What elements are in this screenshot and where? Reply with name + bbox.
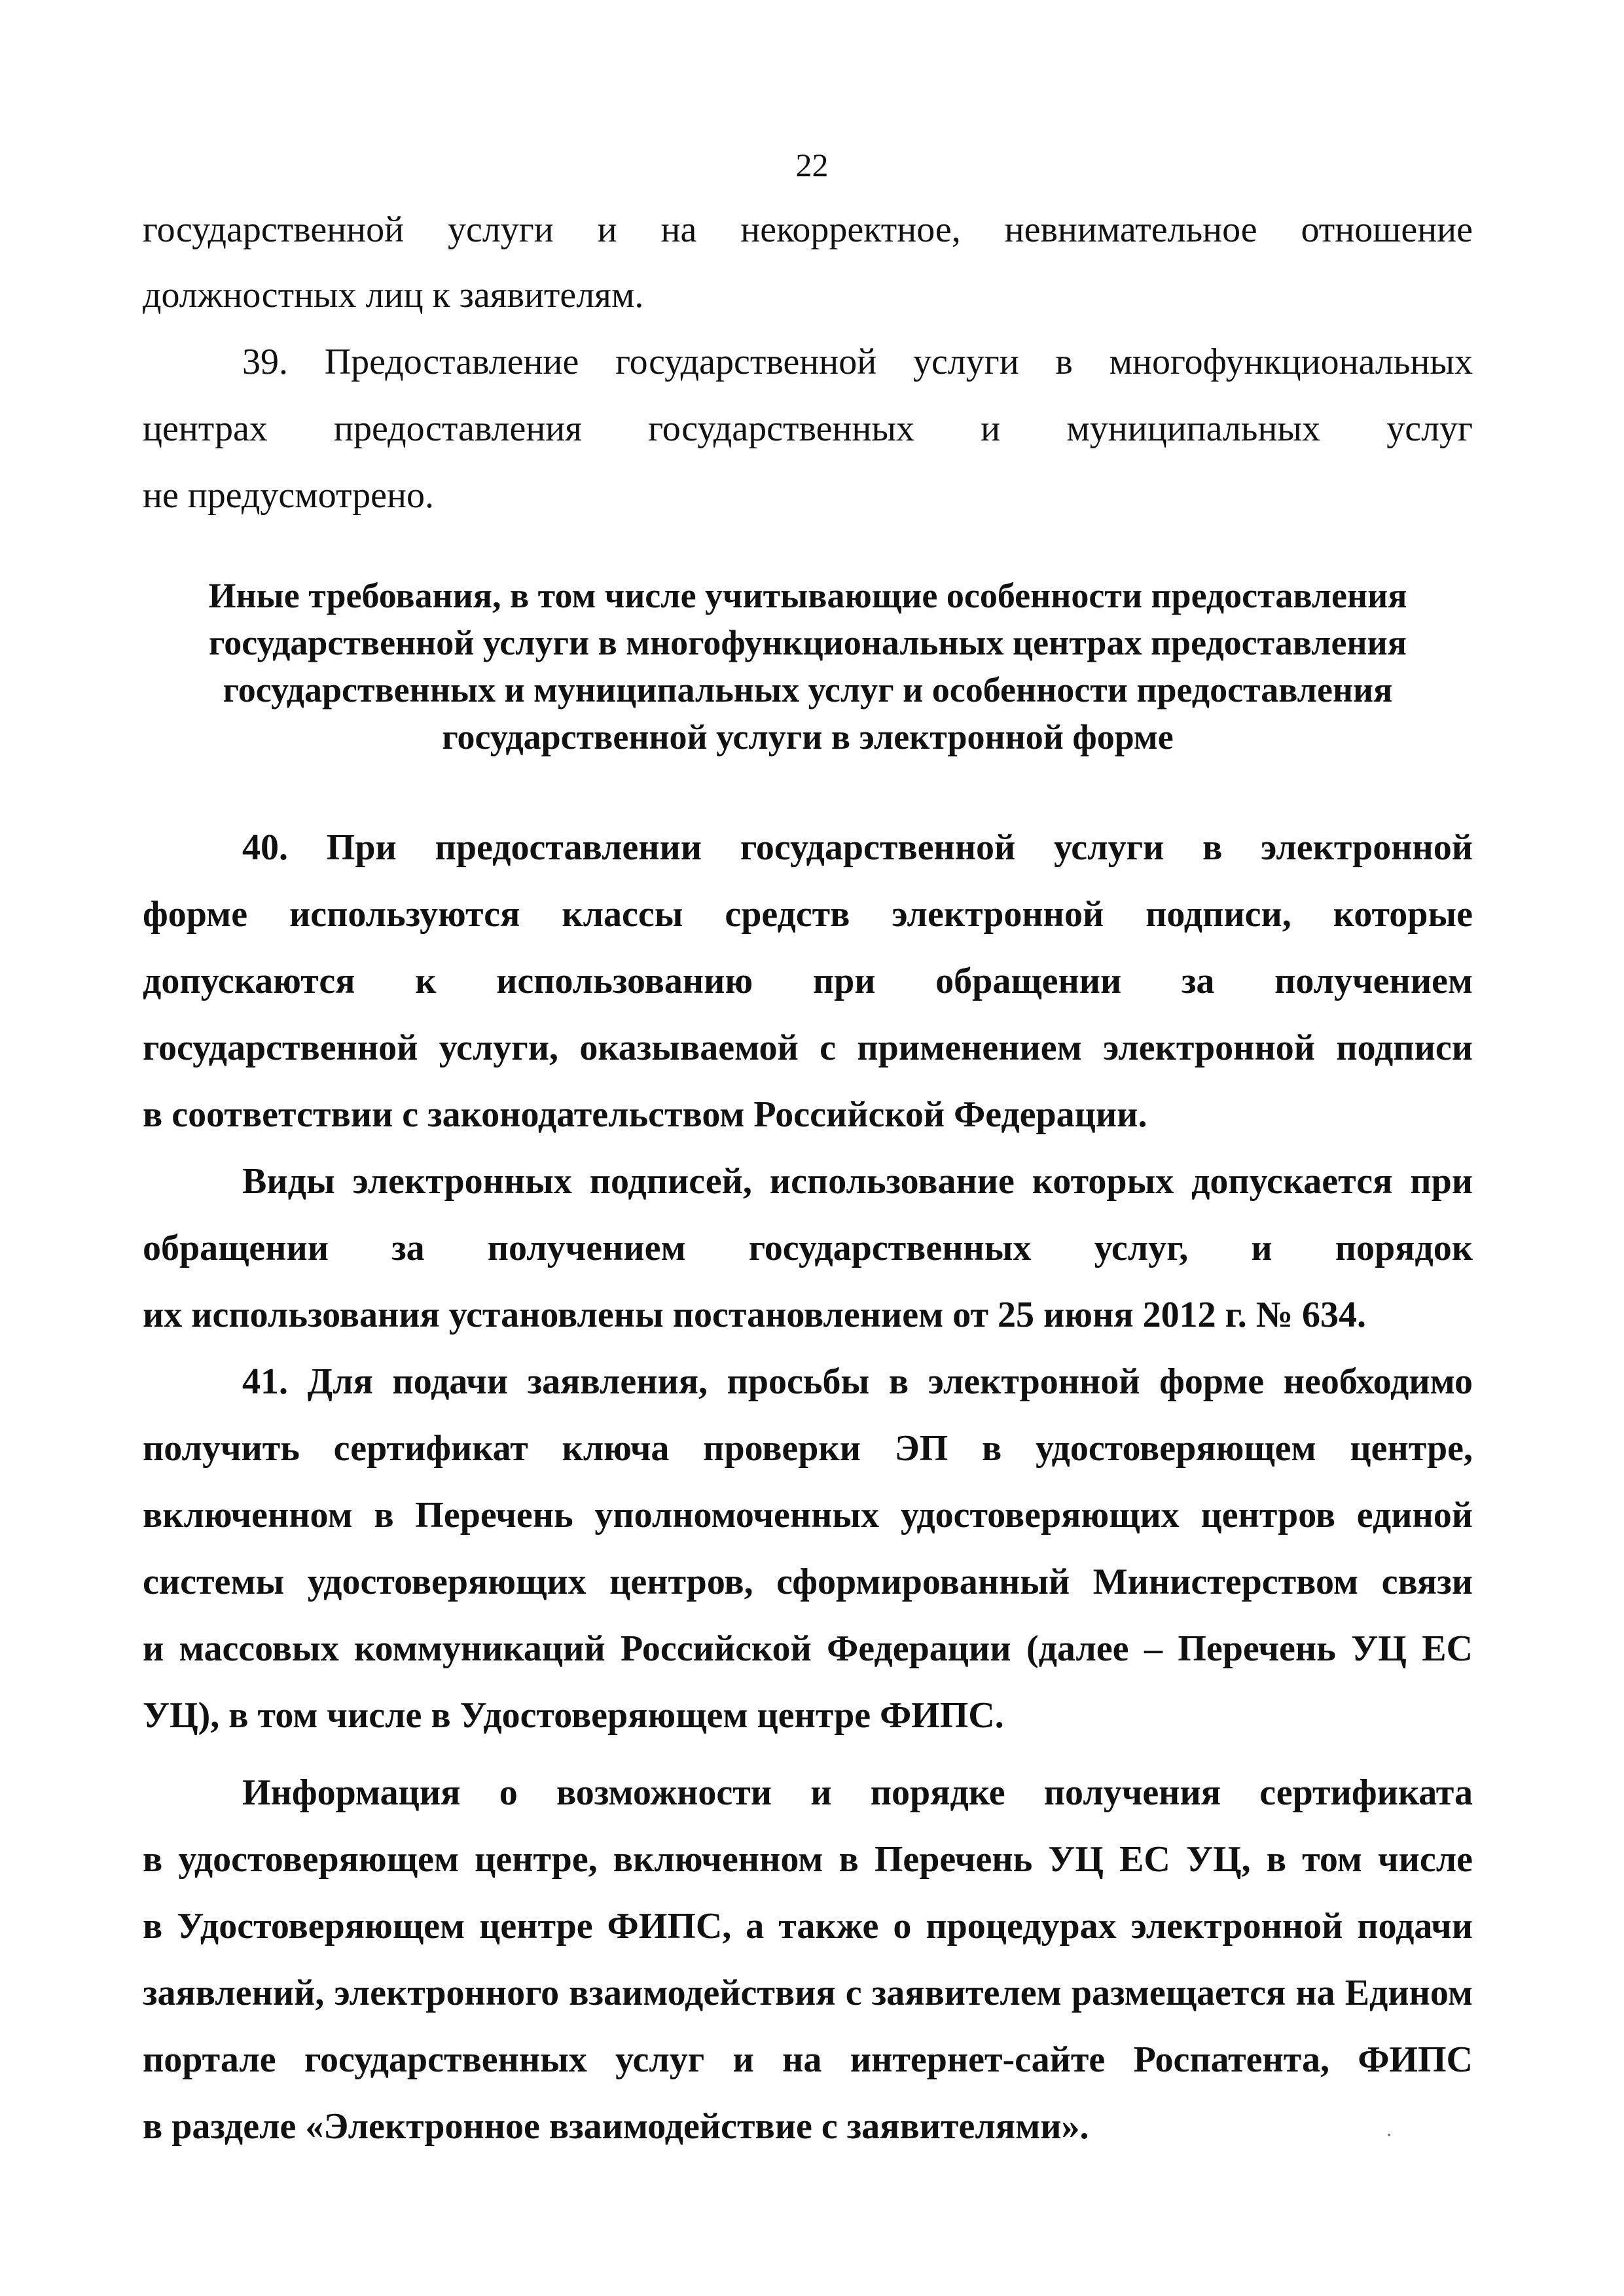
item-41-p2-line: в Удостоверяющем центре ФИПС, а также о процедурах электронной подачи <box>143 1906 1473 1946</box>
item-41-line: получить сертификат ключа проверки ЭП в удостоверяющем центре, <box>143 1428 1473 1469</box>
item-41-p2-line: портале государственных услуг и на интернет-сайте Роспатента, ФИПС <box>143 2039 1473 2080</box>
section-heading-line: государственной услуги в многофункциональных центрах предоставления <box>209 623 1407 662</box>
item-40-p2-line: их использования установлены постановлением от 25 июня 2012 г. № 634. <box>143 1295 1367 1335</box>
item-39-line: центрах предоставления государственных и муниципальных услуг <box>143 408 1473 449</box>
section-heading-line: государственной услуги в электронной форме <box>442 717 1174 757</box>
item-40-line: в соответствии с законодательством Российской Федерации. <box>143 1094 1147 1135</box>
paragraph-line: государственной услуги и на некорректное, невнимательное отношение <box>143 209 1473 250</box>
item-41-p2-line: в удостоверяющем центре, включенном в Перечень УЦ ЕС УЦ, в том числе <box>143 1839 1473 1880</box>
item-41-line: включенном в Перечень уполномоченных удостоверяющих центров единой <box>143 1495 1473 1535</box>
item-40-line: форме используются классы средств электронной подписи, которые <box>143 894 1473 935</box>
item-41-p2-line: заявлений, электронного взаимодействия с заявителем размещается на Едином <box>143 1973 1473 2013</box>
item-41-p2-line: Информация о возможности и порядке получения сертификата <box>242 1772 1473 1813</box>
item-40-line: государственной услуги, оказываемой с применением электронной подписи <box>143 1028 1473 1068</box>
item-41-line: 41. Для подачи заявления, просьбы в электронной форме необходимо <box>242 1361 1473 1402</box>
item-39-line: не предусмотрено. <box>143 475 434 516</box>
paragraph-line: должностных лиц к заявителям. <box>143 275 644 315</box>
item-40-p2-line: обращении за получением государственных услуг, и порядок <box>143 1228 1473 1268</box>
item-41-line: системы удостоверяющих центров, сформированный Министерством связи <box>143 1562 1473 1602</box>
item-40-line: 40. При предоставлении государственной услуги в электронной <box>242 827 1473 868</box>
item-40-line: допускаются к использованию при обращении за получением <box>143 961 1473 1001</box>
item-41-p2-line: в разделе «Электронное взаимодействие с заявителями». <box>143 2106 1089 2147</box>
section-heading-line: Иные требования, в том числе учитывающие особенности предоставления <box>208 576 1407 615</box>
section-heading-line: государственных и муниципальных услуг и особенности предоставления <box>223 670 1393 709</box>
item-41-line: и массовых коммуникаций Российской Федерации (далее – Перечень УЦ ЕС <box>143 1628 1473 1669</box>
item-39-line: 39. Предоставление государственной услуги в многофункциональных <box>242 342 1473 382</box>
item-41-line: УЦ), в том числе в Удостоверяющем центре ФИПС. <box>143 1695 1004 1736</box>
scan-speck <box>1388 2134 1390 2136</box>
page-number: 22 <box>795 147 829 183</box>
item-40-p2-line: Виды электронных подписей, использование которых допускается при <box>242 1161 1473 1202</box>
